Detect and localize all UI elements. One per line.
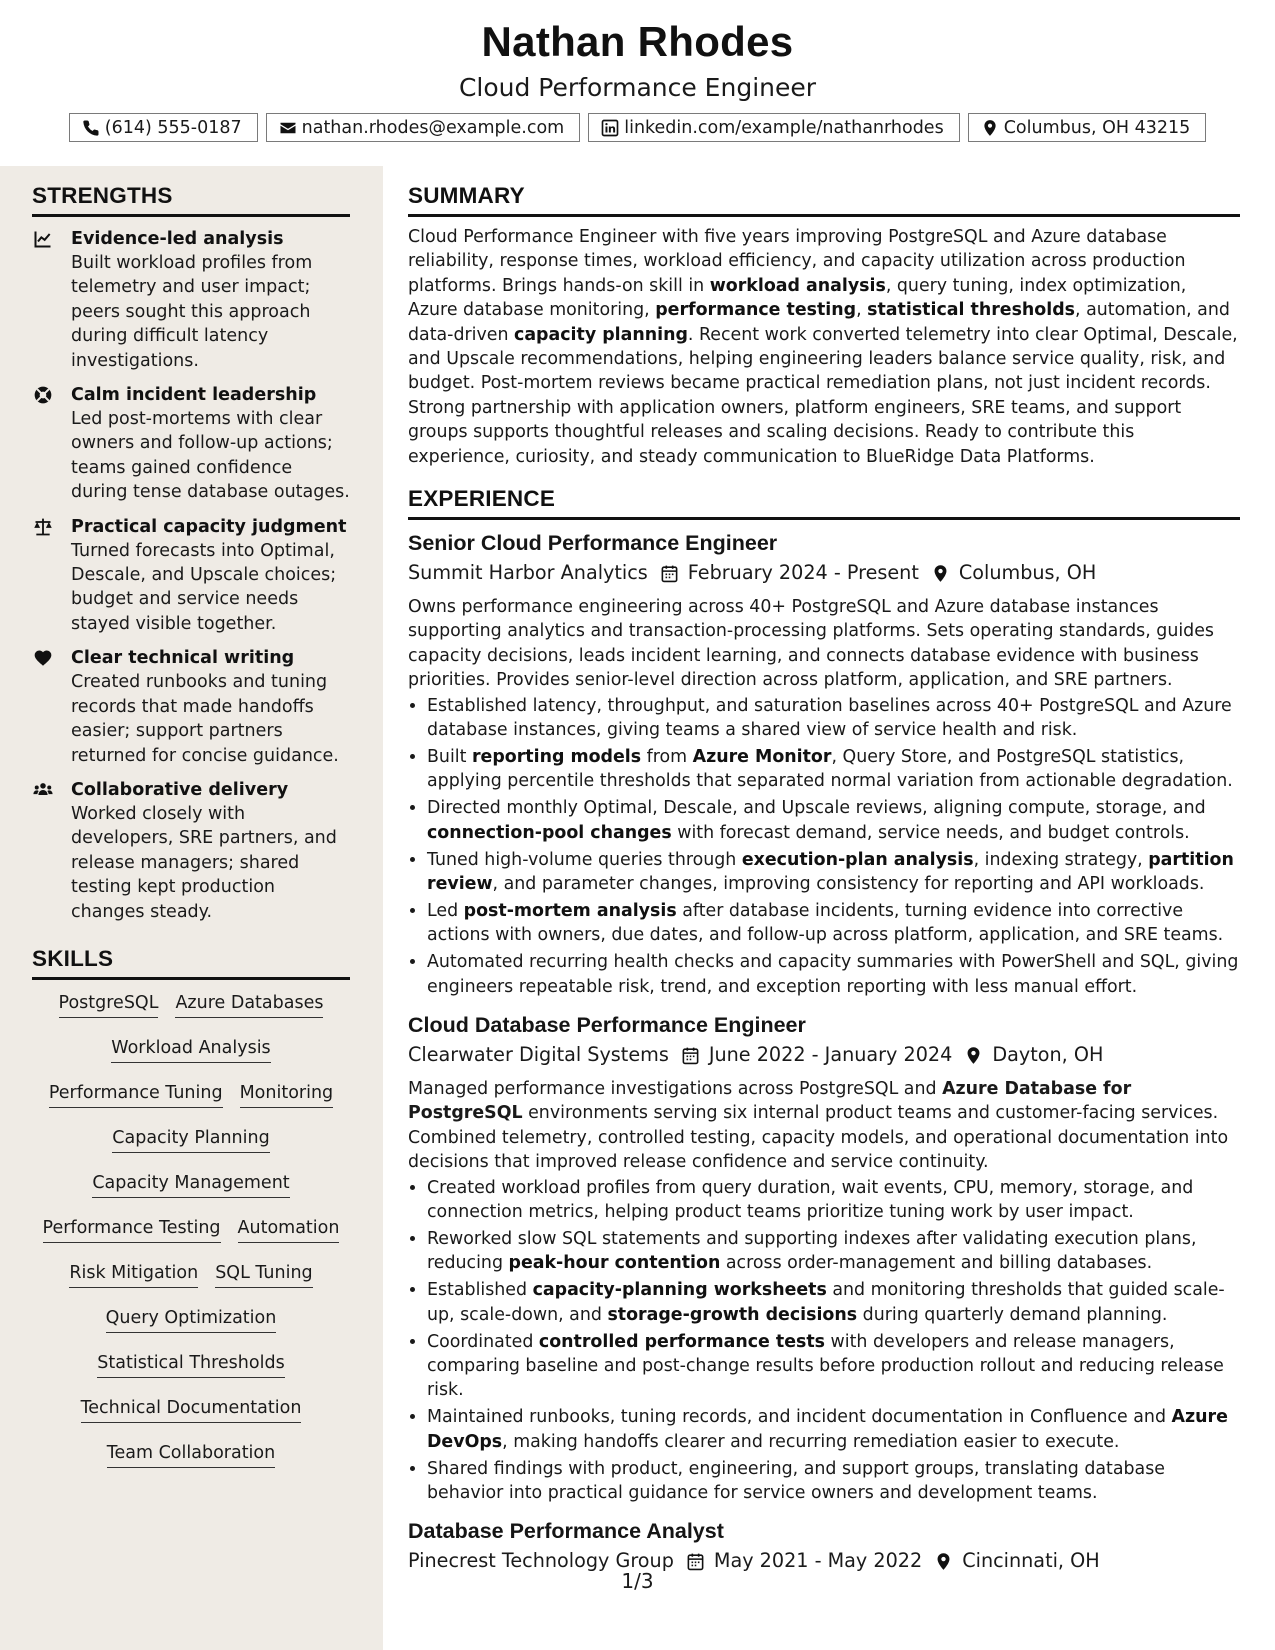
- strength-title: Collaborative delivery: [71, 779, 289, 800]
- strength-desc: Worked closely with developers, SRE partners, and release managers; shared testing kept production changes steady.: [71, 803, 337, 922]
- job-location: Columbus, OH: [958, 561, 1097, 585]
- job-bullet: • Established capacity-planning worksheets and monitoring thresholds that guided scale-up, scale-down, and storage-growth decisions during quarterly demand planning.: [427, 1278, 1240, 1327]
- skill-tag: Performance Tuning: [49, 1082, 223, 1108]
- skill-tag: Technical Documentation: [81, 1397, 302, 1423]
- strength-item: [32, 646, 350, 768]
- job-bullet: • Built reporting models from Azure Monitor, Query Store, and PostgreSQL statistics, applying percentile thresholds that separated normal variation from actionable degradation.: [427, 745, 1240, 794]
- job-meta: [408, 560, 1240, 586]
- skill-tag: Azure Databases: [175, 992, 323, 1018]
- summary-text: Cloud Performance Engineer with five years improving PostgreSQL and Azure database reliability, response times, workload efficiency, and capacity utilization across production platforms. Brings hands-on skill in workload analysis, query tuning, index optimization, Azure database monitoring, performance testing, statistical thresholds, automation, and data-driven capacity planning. Recent work converted telemetry into clear Optimal, Descale, and Upscale recommendations, helping engineering leaders balance service quality, risk, and budget. Post-mortem reviews became practical remediation plans, not just incident records. Strong partnership with application owners, platform engineers, SRE teams, and support groups supports thoughtful releases and scaling decisions. Ready to contribute this experience, curiosity, and steady communication to BlueRidge Data Platforms.: [408, 227, 1238, 467]
- strength-desc: Turned forecasts into Optimal, Descale, and Upscale choices; budget and service needs stayed visible together.: [71, 540, 337, 634]
- job-description: Owns performance engineering across 40+ PostgreSQL and Azure database instances supporting analytics and transaction-processing platforms. Sets operating standards, guides capacity decisions, leads incident learning, and connects database evidence with business priorities. Provides senior-level direction across platform, application, and SRE partners.: [408, 597, 1214, 691]
- job-bullet: • Directed monthly Optimal, Descale, and Upscale reviews, aligning compute, storage, and connection-pool changes with forecast demand, service needs, and budget controls.: [427, 796, 1240, 845]
- skill-tag: Risk Mitigation: [69, 1262, 198, 1288]
- skill-tag: SQL Tuning: [215, 1262, 312, 1288]
- phone-text: (614) 555-0187: [104, 117, 242, 138]
- contact-phone[interactable]: [69, 113, 258, 142]
- linkedin-text: linkedin.com/example/nathanrhodes: [624, 117, 944, 138]
- contact-bar: [0, 113, 1275, 142]
- candidate-title: Cloud Performance Engineer: [458, 73, 817, 102]
- job-bullet: • Reworked slow SQL statements and supporting indexes after validating execution plans, reducing peak-hour contention across order-management and billing databases.: [427, 1227, 1240, 1276]
- strength-title: Practical capacity judgment: [71, 516, 347, 537]
- job-bullets: [408, 694, 1240, 999]
- job-dates: May 2021 - May 2022: [713, 1549, 923, 1573]
- job-description: Managed performance investigations across PostgreSQL and Azure Database for PostgreSQL environments serving six internal product teams and customer-facing services. Combined telemetry, controlled testing, capacity models, and operational documentation into decisions that improved release confidence and service continuity.: [408, 1079, 1229, 1173]
- contact-email[interactable]: [266, 113, 581, 142]
- strength-desc: Led post-mortems with clear owners and follow-up actions; teams gained confidence during tense database outages.: [71, 409, 350, 503]
- strengths-heading: STRENGTHS: [32, 183, 350, 217]
- skill-row: [97, 1352, 284, 1397]
- skill-row: [111, 1037, 270, 1082]
- users-icon: [33, 780, 53, 800]
- skill-row: [107, 1442, 275, 1487]
- skills-heading: SKILLS: [32, 946, 350, 980]
- job-location: Cincinnati, OH: [962, 1549, 1100, 1573]
- calendar-icon: [660, 564, 679, 583]
- strength-item: [32, 227, 350, 373]
- job-bullet: • Led post-mortem analysis after database incidents, turning evidence into corrective actions with owners, due dates, and follow-up across platform, application, and SRE teams.: [427, 899, 1240, 948]
- job-company: Clearwater Digital Systems: [408, 1043, 669, 1067]
- strength-title: Evidence-led analysis: [71, 229, 284, 249]
- skill-tag: Monitoring: [240, 1082, 334, 1108]
- calendar-icon: [681, 1046, 700, 1065]
- strength-desc: Built workload profiles from telemetry and user impact; peers sought this approach during difficult latency investigations.: [71, 253, 313, 371]
- skill-tag: Automation: [238, 1217, 340, 1243]
- email-text: nathan.rhodes@example.com: [301, 117, 565, 138]
- job-bullet: • Coordinated controlled performance tests with developers and release managers, comparing baseline and post-change results before production rollout and reducing release risk.: [427, 1330, 1240, 1403]
- linkedin-icon: [601, 119, 619, 137]
- map-pin-icon: [981, 119, 999, 137]
- job-dates: June 2022 - January 2024: [708, 1043, 953, 1067]
- strength-item: [32, 778, 350, 924]
- job-title: Cloud Database Performance Engineer: [408, 1013, 806, 1038]
- job-location: Dayton, OH: [992, 1043, 1104, 1067]
- skill-row: [43, 1217, 340, 1262]
- job-bullet: • Tuned high-volume queries through execution-plan analysis, indexing strategy, partition review, and parameter changes, improving consistency for reporting and API workloads.: [427, 848, 1240, 897]
- main-column: [408, 183, 1240, 1574]
- strength-item: [32, 515, 350, 637]
- strength-title: Calm incident leadership: [71, 385, 317, 406]
- contact-linkedin[interactable]: [588, 113, 959, 142]
- summary-heading: SUMMARY: [408, 183, 1240, 217]
- job-entry: [408, 1011, 1240, 1505]
- job-bullet: • Shared findings with product, engineering, and support groups, translating database behavior into practical guidance for service owners and development teams.: [427, 1457, 1240, 1506]
- job-bullets: [408, 1176, 1240, 1506]
- chart-line-icon: [33, 229, 53, 249]
- job-meta: [408, 1042, 1240, 1068]
- job-company: Summit Harbor Analytics: [408, 561, 648, 585]
- skill-tag: Performance Testing: [43, 1217, 221, 1243]
- page-number: 1/3: [621, 1569, 654, 1593]
- job-bullet: • Automated recurring health checks and capacity summaries with PowerShell and SQL, giving engineers repeatable risk, trend, and exception reporting with less manual effort.: [427, 950, 1240, 999]
- strength-item: [32, 383, 350, 505]
- strength-title: Clear technical writing: [71, 648, 295, 669]
- job-bullet: • Created workload profiles from query duration, wait events, CPU, memory, storage, and connection metrics, helping product teams prioritize tuning work by user impact.: [427, 1176, 1240, 1225]
- skill-tag: Capacity Management: [92, 1172, 289, 1198]
- skill-row: [112, 1127, 269, 1172]
- envelope-icon: [279, 119, 297, 137]
- resume-header: [0, 0, 1275, 166]
- job-entry: [408, 1517, 1240, 1574]
- skill-row: [106, 1307, 277, 1352]
- skill-row: [92, 1172, 289, 1217]
- map-pin-icon: [964, 1046, 983, 1065]
- skill-row: [81, 1397, 302, 1442]
- skill-tag: Capacity Planning: [112, 1127, 269, 1153]
- skill-tag: Query Optimization: [106, 1307, 277, 1333]
- job-bullet: • Maintained runbooks, tuning records, and incident documentation in Confluence and Azure DevOps, making handoffs clearer and recurring remediation easier to execute.: [427, 1405, 1240, 1454]
- job-title: Senior Cloud Performance Engineer: [408, 531, 778, 556]
- skills-list: [32, 992, 350, 1487]
- experience-heading: EXPERIENCE: [408, 486, 1240, 520]
- skill-tag: PostgreSQL: [59, 992, 159, 1018]
- sidebar: [0, 166, 383, 1650]
- skill-row: [69, 1262, 312, 1307]
- job-company: Pinecrest Technology Group: [408, 1549, 674, 1573]
- skill-tag: Statistical Thresholds: [97, 1352, 284, 1378]
- job-dates: February 2024 - Present: [687, 561, 919, 585]
- skill-tag: Workload Analysis: [111, 1037, 270, 1063]
- candidate-name: Nathan Rhodes: [481, 18, 794, 65]
- skill-tag: Team Collaboration: [107, 1442, 275, 1468]
- skill-row: [49, 1082, 333, 1127]
- job-bullet: • Established latency, throughput, and saturation baselines across 40+ PostgreSQL and Azure database instances, giving teams a shared view of service health and risk.: [427, 694, 1240, 743]
- phone-icon: [82, 119, 100, 137]
- contact-location[interactable]: [968, 113, 1207, 142]
- location-text: Columbus, OH 43215: [1003, 117, 1191, 138]
- heart-icon: [33, 648, 53, 668]
- job-title: Database Performance Analyst: [408, 1519, 724, 1544]
- scale-balance-icon: [33, 517, 53, 537]
- skill-row: [59, 992, 324, 1037]
- job-entry: [408, 529, 1240, 999]
- map-pin-icon: [931, 564, 950, 583]
- strength-desc: Created runbooks and tuning records that made handoffs easier; support partners returned for concise guidance.: [71, 672, 339, 766]
- life-ring-icon: [33, 385, 53, 405]
